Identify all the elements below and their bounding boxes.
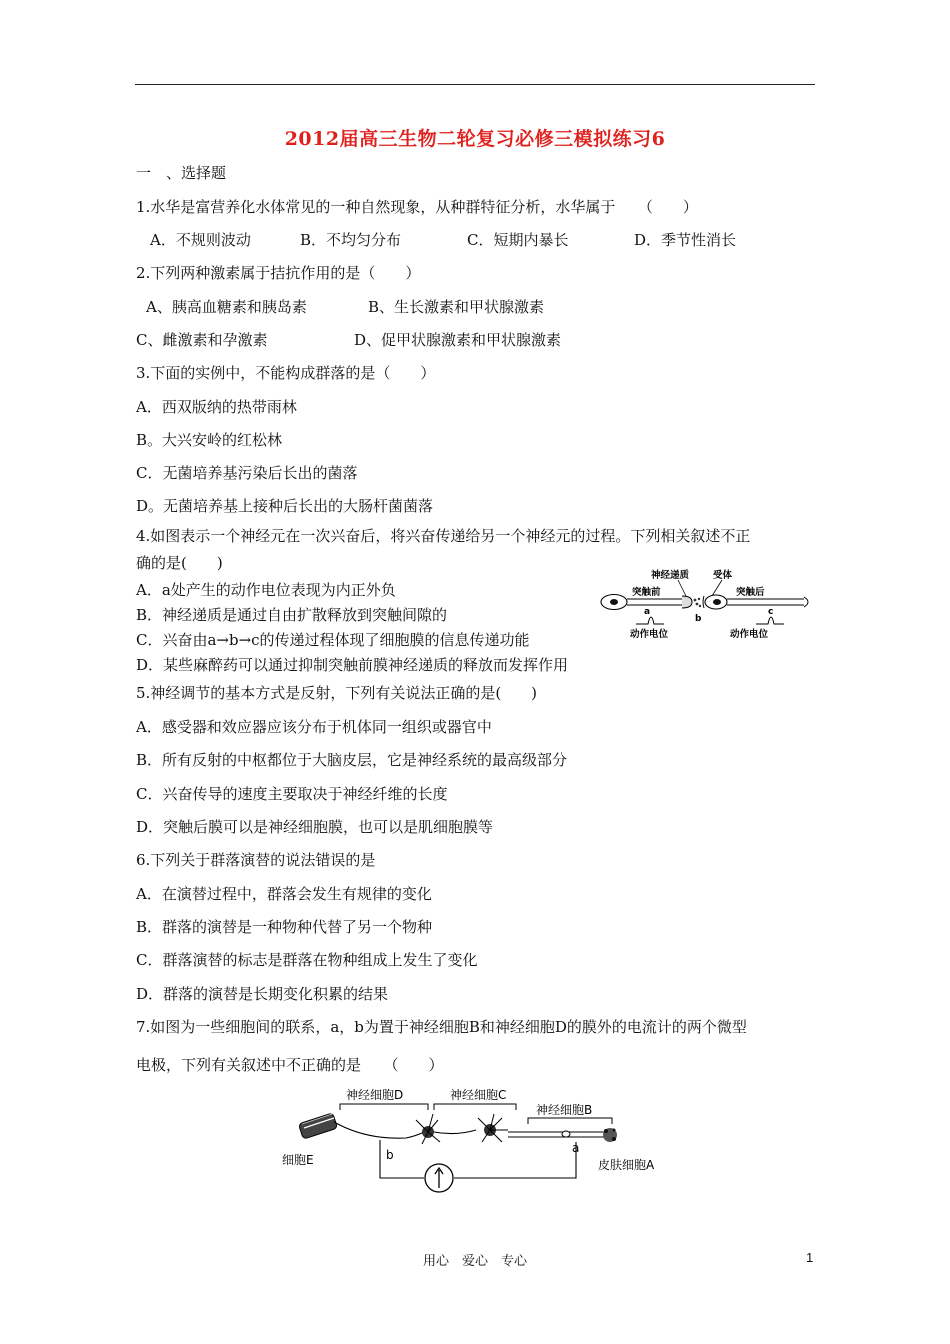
q4-label-post: 突触后 (736, 587, 765, 598)
q7-circuit-wire (380, 1140, 576, 1178)
q7-label-cell-d: 神经细胞D (346, 1088, 404, 1102)
q7-neuron-d (416, 1114, 440, 1144)
q4-option-b: B．神经递质是通过自由扩散释放到突触间隙的 (136, 606, 448, 624)
q7-cell-e-muscle (298, 1113, 337, 1139)
q7-label-cell-e: 细胞E (282, 1153, 314, 1167)
page-title: 2012届高三生物二轮复习必修三模拟练习6 (284, 128, 666, 150)
q7-stem-line1: 7.如图为一些细胞间的联系，a，b为置于神经细胞B和神经细胞D的膜外的电流计的两个微型 (136, 1018, 747, 1036)
q4-pre-terminal (682, 596, 692, 608)
q7-label-b: b (386, 1148, 394, 1162)
q1-option-d: D．季节性消长 (634, 231, 737, 249)
q4-label-b: b (695, 614, 702, 624)
q4-option-c: C．兴奋由a→b→c的传递过程体现了细胞膜的信息传递功能 (136, 631, 530, 649)
q4-post-axon (727, 599, 804, 605)
q4-action-potential-1 (636, 617, 664, 624)
q7-fiber-b (508, 1132, 606, 1137)
q7-label-a: a (572, 1141, 580, 1155)
q2-option-b: B、生长激素和甲状腺激素 (368, 298, 545, 316)
q4-synapse-figure (596, 566, 818, 642)
q4-label-receptor: 受体 (713, 570, 733, 581)
q4-label-a: a (644, 607, 651, 617)
q2-option-d: D、促甲状腺激素和甲状腺激素 (354, 331, 562, 349)
q6-option-b: B．群落的演替是一种物种代替了另一个物种 (136, 918, 433, 936)
q7-label-cell-c: 神经细胞C (450, 1088, 507, 1102)
q4-label-pre: 突触前 (632, 587, 661, 598)
q5-option-a: A．感受器和效应器应该分布于机体同一组织或器官中 (136, 718, 492, 736)
q1-option-c: C．短期内暴长 (467, 231, 569, 249)
q5-option-c: C．兴奋传导的速度主要取决于神经纤维的长度 (136, 785, 448, 803)
page-number: 1 (806, 1250, 814, 1265)
q3-option-a: A．西双版纳的热带雨林 (136, 398, 297, 416)
q4-label-transmitter: 神经递质 (651, 570, 690, 581)
q6-option-a: A．在演替过程中，群落会发生有规律的变化 (136, 885, 432, 903)
q4-option-a: A．a处产生的动作电位表现为内正外负 (136, 581, 396, 599)
q6-option-c: C．群落演替的标志是群落在物种组成上发生了变化 (136, 951, 478, 969)
q1-option-a: A．不规则波动 (150, 231, 251, 249)
q3-option-d: D。无菌培养基上接种后长出的大肠杆菌菌落 (136, 497, 434, 515)
q7-label-cell-b: 神经细胞B (536, 1103, 593, 1117)
q7-stem-line2: 电极，下列有关叙述中不正确的是 （ ） (136, 1056, 444, 1074)
header-rule (135, 84, 815, 85)
q2-option-c: C、雌激素和孕激素 (136, 331, 268, 349)
q4-pre-nucleus (610, 599, 618, 605)
q4-stem-line2: 确的是( ) (136, 554, 223, 572)
q1-stem: 1.水华是富营养化水体常见的一种自然现象，从种群特征分析，水华属于 （ ） (136, 198, 698, 216)
q6-stem: 6.下列关于群落演替的说法错误的是 (136, 851, 376, 869)
q7-skin-cell-a (603, 1128, 617, 1142)
q3-option-c: C．无菌培养基污染后长出的菌落 (136, 464, 358, 482)
q4-action-potential-2 (756, 617, 784, 624)
section-heading: 一 、选择题 (136, 164, 227, 182)
q7-neuron-c (478, 1114, 508, 1142)
q4-label-c: c (768, 607, 774, 617)
q2-stem: 2.下列两种激素属于拮抗作用的是（ ） (136, 264, 421, 282)
q4-label-ap1: 动作电位 (630, 629, 669, 640)
q5-option-b: B．所有反射的中枢都位于大脑皮层，它是神经系统的最高级部分 (136, 751, 568, 769)
q5-option-d: D．突触后膜可以是神经细胞膜，也可以是肌细胞膜等 (136, 818, 494, 836)
q5-stem: 5.神经调节的基本方式是反射，下列有关说法正确的是( ) (136, 684, 538, 702)
q3-option-b: B。大兴安岭的红松林 (136, 431, 283, 449)
q3-stem: 3.下面的实例中，不能构成群落的是（ ） (136, 364, 436, 382)
q2-options-row2 (136, 330, 561, 350)
q7-axon-d (334, 1122, 424, 1138)
q7-label-skin-a: 皮肤细胞A (598, 1158, 655, 1172)
q4-stem-line1: 4.如图表示一个神经元在一次兴奋后，将兴奋传递给另一个神经元的过程。下列相关叙述不正 (136, 527, 751, 545)
q4-label-ap2: 动作电位 (730, 629, 769, 640)
q4-pre-axon (627, 599, 682, 605)
q1-option-b: B．不均匀分布 (300, 231, 402, 249)
page-footer: 用心 爱心 专心 (422, 1254, 527, 1269)
q7-cell-figure (276, 1082, 696, 1197)
q2-options-row1 (146, 297, 544, 317)
q2-option-a: A、胰高血糖素和胰岛素 (146, 298, 307, 316)
q6-option-d: D．群落的演替是长期变化积累的结果 (136, 985, 389, 1003)
q4-post-membrane (703, 596, 704, 608)
q4-option-d: D．某些麻醉药可以通过抑制突触前膜神经递质的释放而发挥作用 (136, 656, 569, 674)
q1-options (150, 230, 736, 250)
